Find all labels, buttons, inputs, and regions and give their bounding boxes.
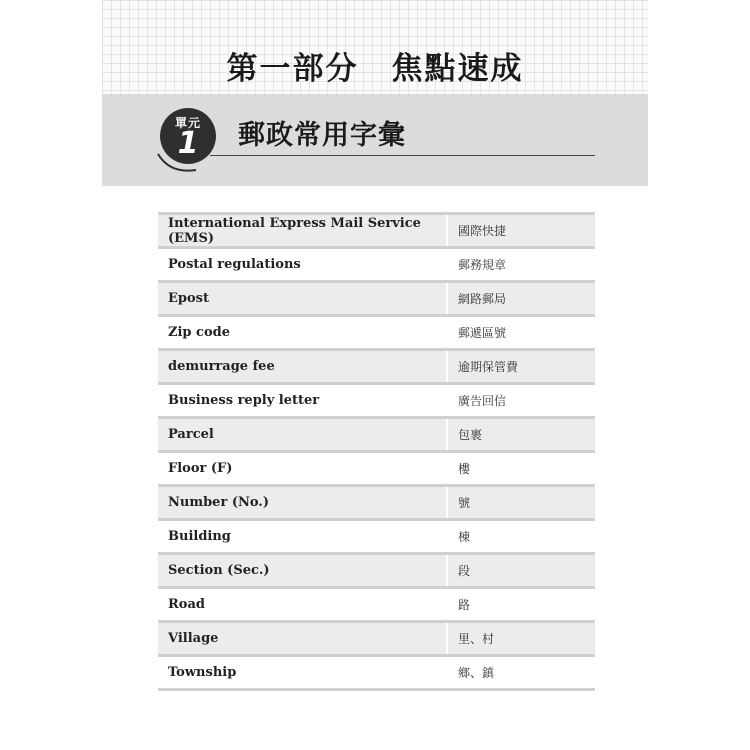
table-row bbox=[158, 486, 595, 520]
english-term: Section (Sec.) bbox=[158, 554, 447, 588]
table-row bbox=[158, 384, 595, 418]
english-term: Building bbox=[158, 520, 447, 554]
table-row bbox=[158, 316, 595, 350]
table-row bbox=[158, 622, 595, 656]
table-row bbox=[158, 656, 595, 690]
table-row bbox=[158, 520, 595, 554]
english-term: Village bbox=[158, 622, 447, 656]
vocabulary-table bbox=[158, 212, 595, 691]
english-term: Postal regulations bbox=[158, 248, 447, 282]
unit-title: 郵政常用字彙 bbox=[238, 120, 406, 151]
english-term: Floor (F) bbox=[158, 452, 447, 486]
chinese-term: 郵務規章 bbox=[447, 248, 595, 282]
unit-badge-label: 單元 bbox=[174, 116, 201, 130]
english-term: Township bbox=[158, 656, 447, 690]
table-row bbox=[158, 554, 595, 588]
chinese-term: 國際快捷 bbox=[447, 214, 595, 248]
badge-swoosh-icon bbox=[156, 150, 216, 178]
table-row bbox=[158, 588, 595, 622]
chinese-term: 鄉、鎮 bbox=[447, 656, 595, 690]
chinese-term: 號 bbox=[447, 486, 595, 520]
english-term: demurrage fee bbox=[158, 350, 447, 384]
chinese-term: 網路郵局 bbox=[447, 282, 595, 316]
table-row bbox=[158, 248, 595, 282]
chinese-term: 包裹 bbox=[447, 418, 595, 452]
part-title: 第一部分 焦點速成 bbox=[226, 51, 524, 87]
unit-badge-number: 1 bbox=[177, 126, 199, 161]
english-term: Epost bbox=[158, 282, 447, 316]
chinese-term: 段 bbox=[447, 554, 595, 588]
english-term: Zip code bbox=[158, 316, 447, 350]
table-row bbox=[158, 214, 595, 248]
chinese-term: 樓 bbox=[447, 452, 595, 486]
table-row bbox=[158, 452, 595, 486]
english-term: Number (No.) bbox=[158, 486, 447, 520]
chinese-term: 廣告回信 bbox=[447, 384, 595, 418]
table-row bbox=[158, 350, 595, 384]
chinese-term: 郵遞區號 bbox=[447, 316, 595, 350]
english-term: Parcel bbox=[158, 418, 447, 452]
chinese-term: 里、村 bbox=[447, 622, 595, 656]
english-term: Business reply letter bbox=[158, 384, 447, 418]
table-row bbox=[158, 418, 595, 452]
english-term: Road bbox=[158, 588, 447, 622]
chinese-term: 路 bbox=[447, 588, 595, 622]
english-term: International Express Mail Service (EMS) bbox=[158, 214, 447, 248]
unit-title-underline bbox=[210, 155, 595, 156]
chinese-term: 逾期保管費 bbox=[447, 350, 595, 384]
chinese-term: 棟 bbox=[447, 520, 595, 554]
table-row bbox=[158, 282, 595, 316]
